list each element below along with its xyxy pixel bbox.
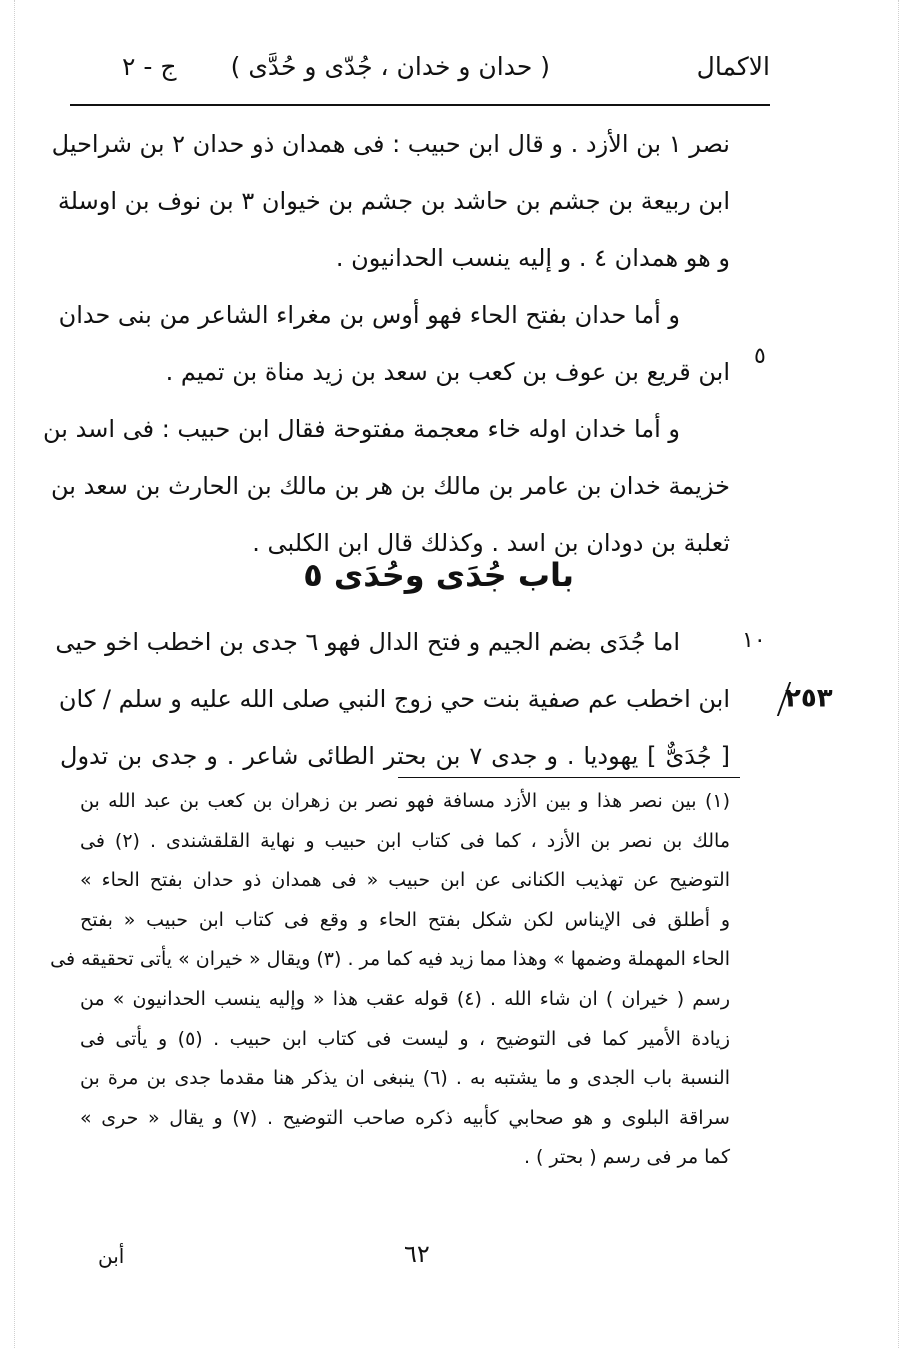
margin-page-number: ٢٥٣ — [785, 683, 833, 714]
main-text — [43, 116, 730, 572]
header-running-title: ( حدان و خدان ، جُدّى و حُدَّى ) — [230, 52, 550, 81]
footnote-line: كما مر فى رسم ( بحتر ) . — [523, 1146, 730, 1169]
margin-page-reference — [777, 682, 833, 716]
running-header — [70, 44, 770, 100]
footnote-line: زيادة الأمير كما فى التوضيح ، و ليست فى كتاب ابن حبيب . (٥) و يأتى فى — [80, 1027, 731, 1050]
chapter-heading: باب جُدَى وحُدَى ٥ — [303, 556, 574, 594]
text-line: [ جُدَىٌّ ] يهوديا . و جدى ٧ بن بحتر الطائى شاعر . و جدى بن تدول — [60, 742, 730, 770]
footnote-line: الحاء المهملة وضمها » وهذا مما زيد فيه كما مر . (٣) ويقال « خيران » يأتى تحقيقه فى — [50, 948, 730, 971]
footnote-line: التوضيح عن تهذيب الكنانى عن ابن حبيب « فى همدان ذو حدان بفتح الحاء » — [80, 869, 730, 892]
catchword: أبن — [98, 1244, 125, 1268]
footnote-line: النسبة باب الجدى و ما يشتبه به . (٦) ينبغى ان يذكر هنا مقدما جدى بن مرة بن — [80, 1067, 730, 1090]
header-rule — [70, 104, 770, 106]
text-line: ابن اخطب عم صفية بنت حي زوج النبي صلى الله عليه و سلم / كان — [58, 685, 730, 713]
text-line: ابن ربيعة بن جشم بن حاشد بن جشم بن خيوان ٣ بن نوف بن اوسلة — [57, 187, 730, 215]
text-line: خزيمة خدان بن عامر بن مالك بن هر بن مالك بن الحارث بن سعد بن — [51, 472, 730, 500]
section-text — [55, 614, 730, 785]
footnote-line: سراقة البلوى و هو صحابي كأبيه ذكره صاحب التوضيح . (٧) و يقال « حرى » — [80, 1106, 730, 1129]
line-number-10: ١٠ — [742, 628, 766, 653]
line-number-5: ٥ — [754, 344, 766, 369]
text-line: و أما حدان بفتح الحاء فهو أوس بن مغراء الشاعر من بنى حدان — [58, 301, 680, 329]
text-line: ثعلبة بن دودان بن اسد . وكذلك قال ابن الكلبى . — [252, 529, 730, 557]
footnote-line: رسم ( خيران ) ان شاء الله . (٤) قوله عقب هذا « وإليه ينسب الحدانيون » من — [80, 987, 731, 1010]
text-line: نصر ١ بن الأزد . و قال ابن حبيب : فى همدان ذو حدان ٢ بن شراحيل — [51, 130, 730, 158]
text-line: و أما خدان اوله خاء معجمة مفتوحة فقال ابن حبيب : فى اسد بن — [43, 415, 680, 443]
footnote-line: (١) بين نصر هذا و بين الأزد مسافة فهو نصر بن زهران بن كعب بن عبد الله بن — [80, 790, 730, 812]
page-number: ٦٢ — [404, 1240, 430, 1268]
page-edge-right — [898, 0, 899, 1348]
header-volume: ج - ٢ — [122, 52, 177, 81]
footnote-rule — [398, 777, 740, 778]
page-edge-left — [14, 0, 15, 1348]
text-line: اما جُدَى بضم الجيم و فتح الدال فهو ٦ جدى بن اخطب اخو حيى — [55, 628, 680, 656]
text-line: ابن قريع بن عوف بن كعب بن سعد بن زيد مناة بن تميم . — [165, 358, 730, 386]
header-book-title: الاكمال — [696, 52, 770, 81]
footnote-line: مالك بن نصر بن الأزد ، كما فى كتاب ابن حبيب و نهاية القلقشندى . (٢) فى — [80, 829, 730, 852]
footnotes — [50, 782, 731, 1178]
text-line: و هو همدان ٤ . و إليه ينسب الحدانيون . — [335, 244, 730, 272]
footnote-line: و أطلق فى الإيناس لكن شكل بفتح الحاء و وقع فى كتاب ابن حبيب « بفتح — [80, 908, 730, 931]
